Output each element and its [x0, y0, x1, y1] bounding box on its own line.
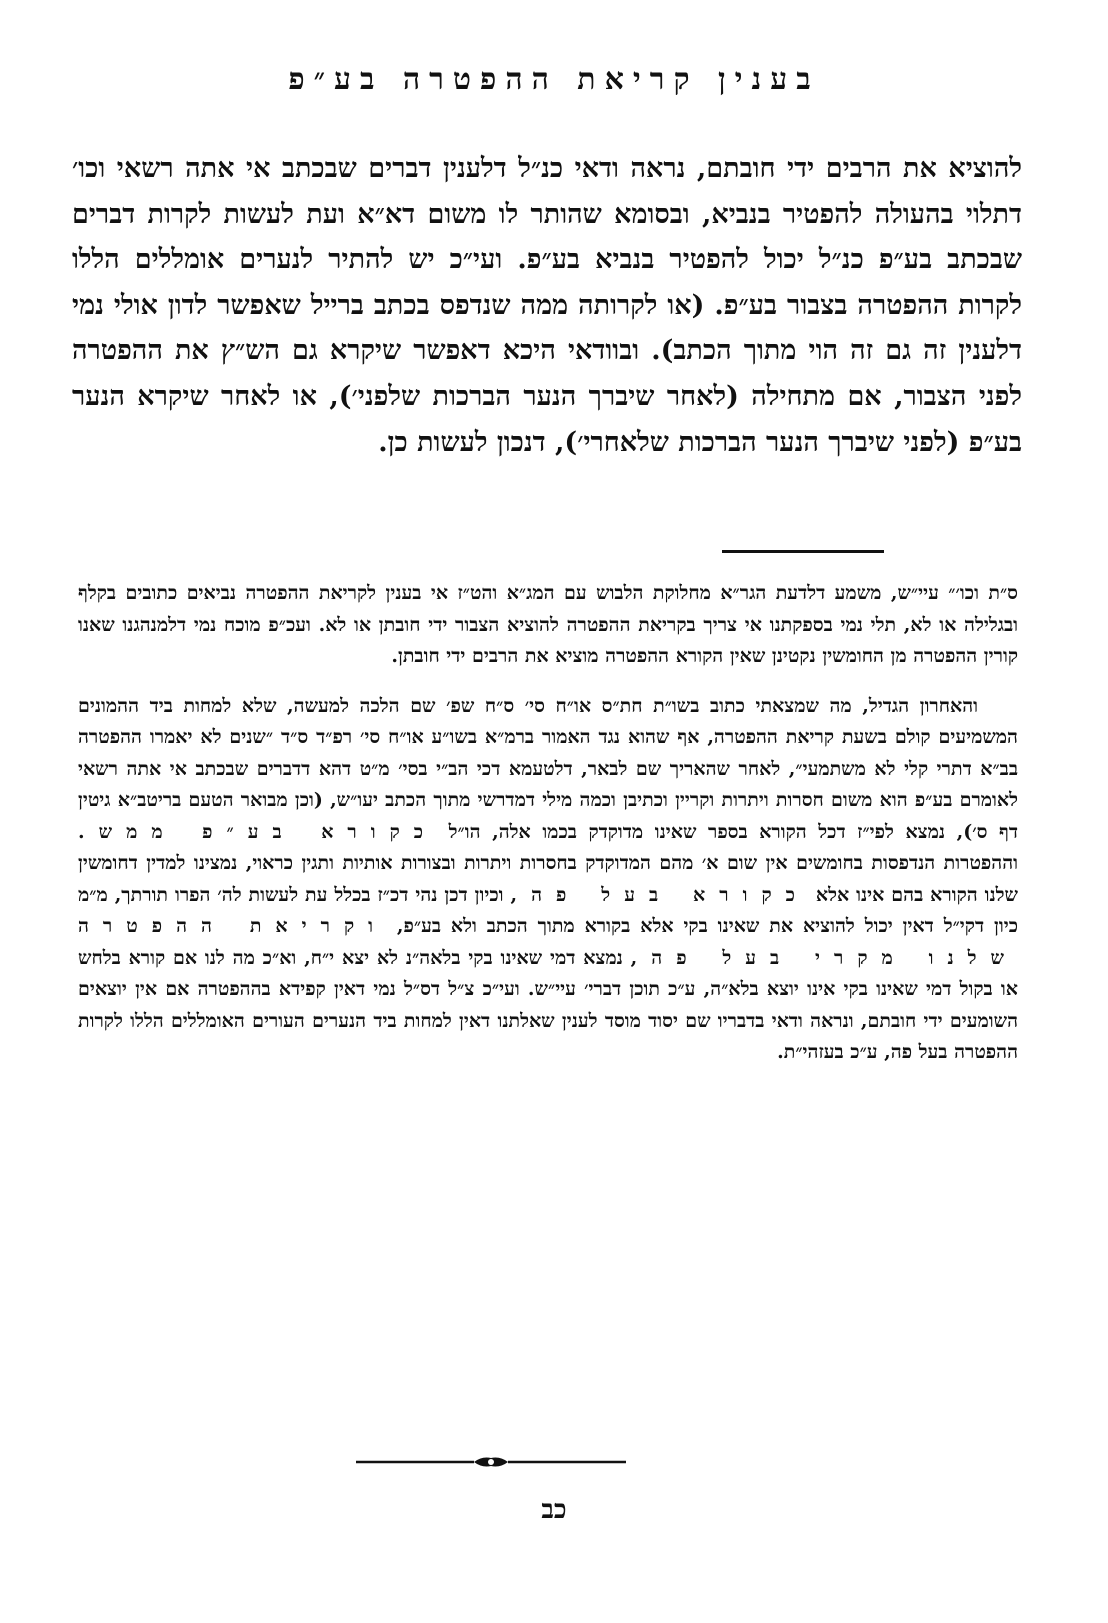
running-title: בענין קריאת ההפטרה בע״פ [288, 62, 820, 97]
ornament-divider-icon [356, 1452, 626, 1472]
footnotes [78, 578, 1018, 1069]
footnote-2 [78, 691, 1018, 1069]
main-text [72, 146, 1022, 465]
footnote-2-text-2: וההפטרות הנדפסות בחומשים אין שום א׳ מהם המדוקדק בחסרות ויתרות ובצורות אותיות ותגין כראוי, נמצינו למדין דחומשין שלנו הקורא בהם אינו אלא [78, 852, 1019, 906]
footnote-2-text-1: והאחרון הגדיל, מה שמצאתי כתוב בשו״ת חת״ס או״ח סי׳ ס״ח שפ׳ שם הלכה למעשה, שלא למחות ביד ההמונים המשמיעים קולם בשעת קריאת ההפטרה, אף שהוא נגד האמור ברמ״א בשו״ע או״ח סי׳ רפ״ד ס״ד ״שנים לא יאמרו ההפטרה בב״א דתרי קלי לא משתמעי״, לאחר שהאריך שם לבאר, דלטעמא דכי הב״י בסי׳ מ״ט דהא דדברים שבכתב אי אתה רשאי לאומרם בע״פ הוא משום חסרות ויתרות וקריין וכתיבן וכמה מילי דמדרשי מתוך הכתב יעו״ש, (וכן מבואר הטעם בריטב״א גיטין דף ס׳), נמצא לפי״ז דכל הקורא בספר שאינו מדוקדק בכמו אלה, הו״ל [78, 694, 1018, 843]
main-paragraph: להוציא את הרבים ידי חובתם, נראה ודאי כנ״ל דלענין דברים שבכתב אי אתה רשאי וכו׳ דתלוי בהעולה להפטיר בנביא, ובסומא שהותר לו משום דא״א ועת לעשות לקרות דברים שבכתב בע״פ כנ״ל יכול להפטיר בנביא בע״פ. ועי״כ יש להתיר לנערים אומללים הללו לקרות ההפטרה בצבור בע״פ. (או לקרותה ממה שנדפס בכתב ברייל שאפשר לדון אולי נמי דלענין זה גם זה הוי מתוך הכתב). ובוודאי היכא דאפשר שיקרא גם הש״ץ את ההפטרה לפני הצבור, אם מתחילה (לאחר שיברך הנער הברכות שלפני׳), או לאחר שיקרא הנער בע״פ (לפני שיברך הנער הברכות שלאחרי׳), דנכון לעשות כן. [72, 153, 1022, 458]
footnote-2-text-3: וכיון דכן נהי דכ״ז בכלל עת לעשות לה׳ הפרו תורתך, מ״מ כיון דקי״ל דאין יכול להוציא את שאינו בקי אלא בקורא מתוך הכתב ולא בע״פ, [78, 883, 1018, 937]
footnote-1: ס״ת וכו׳״ עיי״ש, משמע דלדעת הגר״א מחלוקת הלבוש עם המג״א והט״ז אי בענין לקריאת ההפטרה נביאים כתובים בקלף ובגלילה או לא, תלי נמי בספקתנו אי צריך בקריאת ההפטרה להוציא הצבור ידי חובתן או לא. ועכ״פ מוכח נמי דלמנהגנו שאנו קורין ההפטרה מן החומשין נקטינן שאין הקורא ההפטרה מוציא את הרבים ידי חובתן. [78, 582, 1018, 667]
footnote-separator-rule [722, 550, 884, 553]
footnote-2-spaced-3: וקריאת ההפטרה שלנו מקרי בעל פה, [78, 915, 1018, 969]
footnote-2-text-4: נמצא דמי שאינו בקי בלאה״נ לא יצא י״ח, וא״כ מה לנו אם קורא בלחש או בקול דמי שאינו בקי אינו יוצא בלא״ה, ע״כ תוכן דברי׳ עיי״ש. ועי״כ צ״ל דס״ל נמי דאין קפידא בההפטרה אם אין יוצאים השומעים ידי חובתם, ונראה ודאי בדבריו שם יסוד מוסד לענין שאלתנו דאין למחות ביד הנערים העורים האומללים הללו לקרות ההפטרה בעל פה, ע״כ בעזהי״ת. [78, 946, 1018, 1063]
footnote-2-spaced-1: כקורא בע״פ ממש. [78, 820, 438, 843]
page-number: כב [541, 1495, 567, 1525]
footnote-2-spaced-2: כקורא בעל פה, [510, 883, 809, 906]
